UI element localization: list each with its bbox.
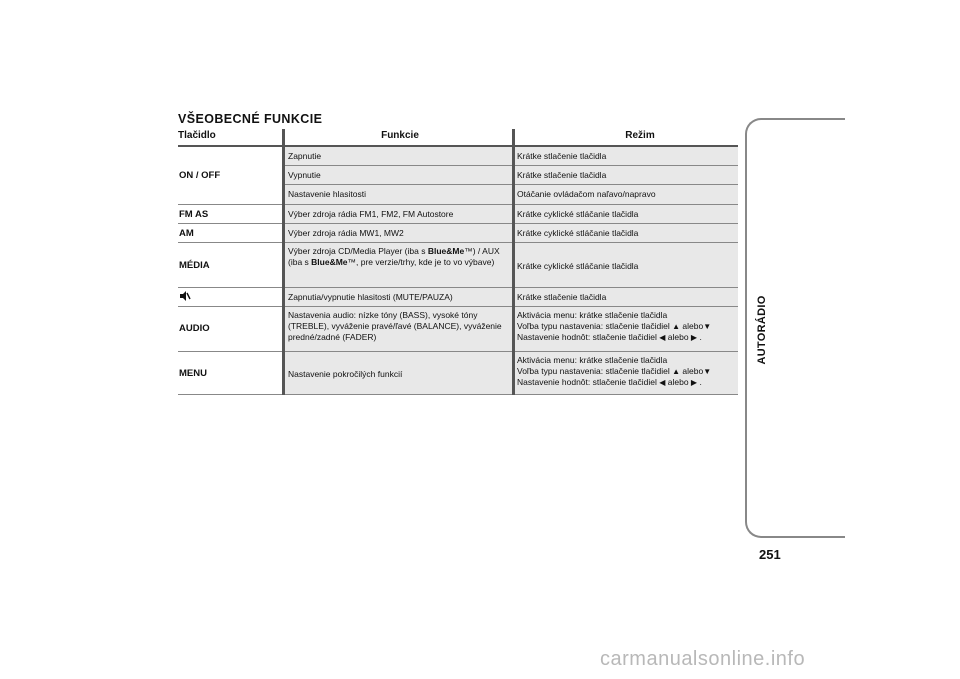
header-button: Tlačidlo [178, 130, 216, 141]
arrow-right-icon: ▶ [690, 378, 698, 387]
arrow-down-icon: ▼ [703, 322, 712, 331]
button-fmas: FM AS [179, 209, 209, 220]
button-onoff: ON / OFF [179, 170, 221, 181]
chapter-tab-label: AUTORÁDIO [756, 295, 768, 365]
column-divider [512, 129, 515, 395]
row-separator [178, 287, 738, 288]
function-cell: Výber zdroja CD/Media Player (iba s Blue&Me™) / AUX (iba s Blue&Me™, pre verzie/trhy, kde je to vo výbave) [288, 246, 500, 267]
mode-cell: Krátke cyklické stláčanie tlačidla [517, 261, 639, 271]
header-separator [178, 145, 738, 147]
mute-speaker-icon [179, 290, 191, 305]
mode-cell: Krátke cyklické stláčanie tlačidla [517, 209, 639, 219]
mode-cell: Aktivácia menu: krátke stlačenie tlačidla Voľba typu nastavenia: stlačenie tlačidiel ▲ alebo▼ Nastavenie hodnôt: stlačenie tlačidiel ◀ alebo ▶ . [517, 310, 712, 342]
mode-cell: Krátke stlačenie tlačidla [517, 292, 607, 302]
arrow-up-icon: ▲ [672, 322, 681, 331]
row-separator [178, 204, 738, 205]
arrow-right-icon: ▶ [690, 333, 698, 342]
section-title: VŠEOBECNÉ FUNKCIE [178, 112, 323, 126]
header-mode: Režim [625, 130, 655, 141]
function-cell: Výber zdroja rádia MW1, MW2 [288, 228, 404, 238]
row-separator [178, 351, 738, 352]
arrow-left-icon: ◀ [659, 378, 666, 387]
mode-cell: Krátke cyklické stláčanie tlačidla [517, 228, 639, 238]
mode-cell: Otáčanie ovládačom naľavo/napravo [517, 189, 656, 199]
button-menu: MENU [179, 368, 207, 379]
button-audio: AUDIO [179, 323, 210, 334]
mode-cell: Krátke stlačenie tlačidla [517, 170, 607, 180]
button-media: MÉDIA [179, 260, 210, 271]
function-cell: Výber zdroja rádia FM1, FM2, FM Autostore [288, 209, 454, 219]
function-cell: Zapnutie [288, 151, 322, 161]
button-am: AM [179, 228, 194, 239]
header-function: Funkcie [381, 130, 419, 141]
function-cell: Nastavenie hlasitosti [288, 189, 366, 199]
function-cell: Zapnutia/vypnutie hlasitosti (MUTE/PAUZA) [288, 292, 453, 302]
function-cell: Nastavenie pokročilých funkcií [288, 369, 403, 379]
row-separator [178, 306, 738, 307]
mode-cell: Krátke stlačenie tlačidla [517, 151, 607, 161]
watermark: carmanualsonline.info [600, 648, 806, 670]
row-separator [178, 223, 738, 224]
row-separator [178, 242, 738, 243]
arrow-left-icon: ◀ [659, 333, 666, 342]
mode-cell: Aktivácia menu: krátke stlačenie tlačidla Voľba typu nastavenia: stlačenie tlačidiel ▲ alebo▼ Nastavenie hodnôt: stlačenie tlačidiel ◀ alebo ▶ . [517, 355, 712, 387]
function-cell: Vypnutie [288, 170, 321, 180]
function-cell: Nastavenia audio: nízke tóny (BASS), vysoké tóny (TREBLE), vyváženie pravé/ľavé (BALANCE), vyváženie predné/zadné (FADER) [288, 310, 502, 342]
page-number: 251 [759, 547, 781, 562]
arrow-up-icon: ▲ [672, 367, 681, 376]
column-divider [282, 129, 285, 395]
table-bottom-line [178, 394, 738, 395]
arrow-down-icon: ▼ [703, 367, 712, 376]
